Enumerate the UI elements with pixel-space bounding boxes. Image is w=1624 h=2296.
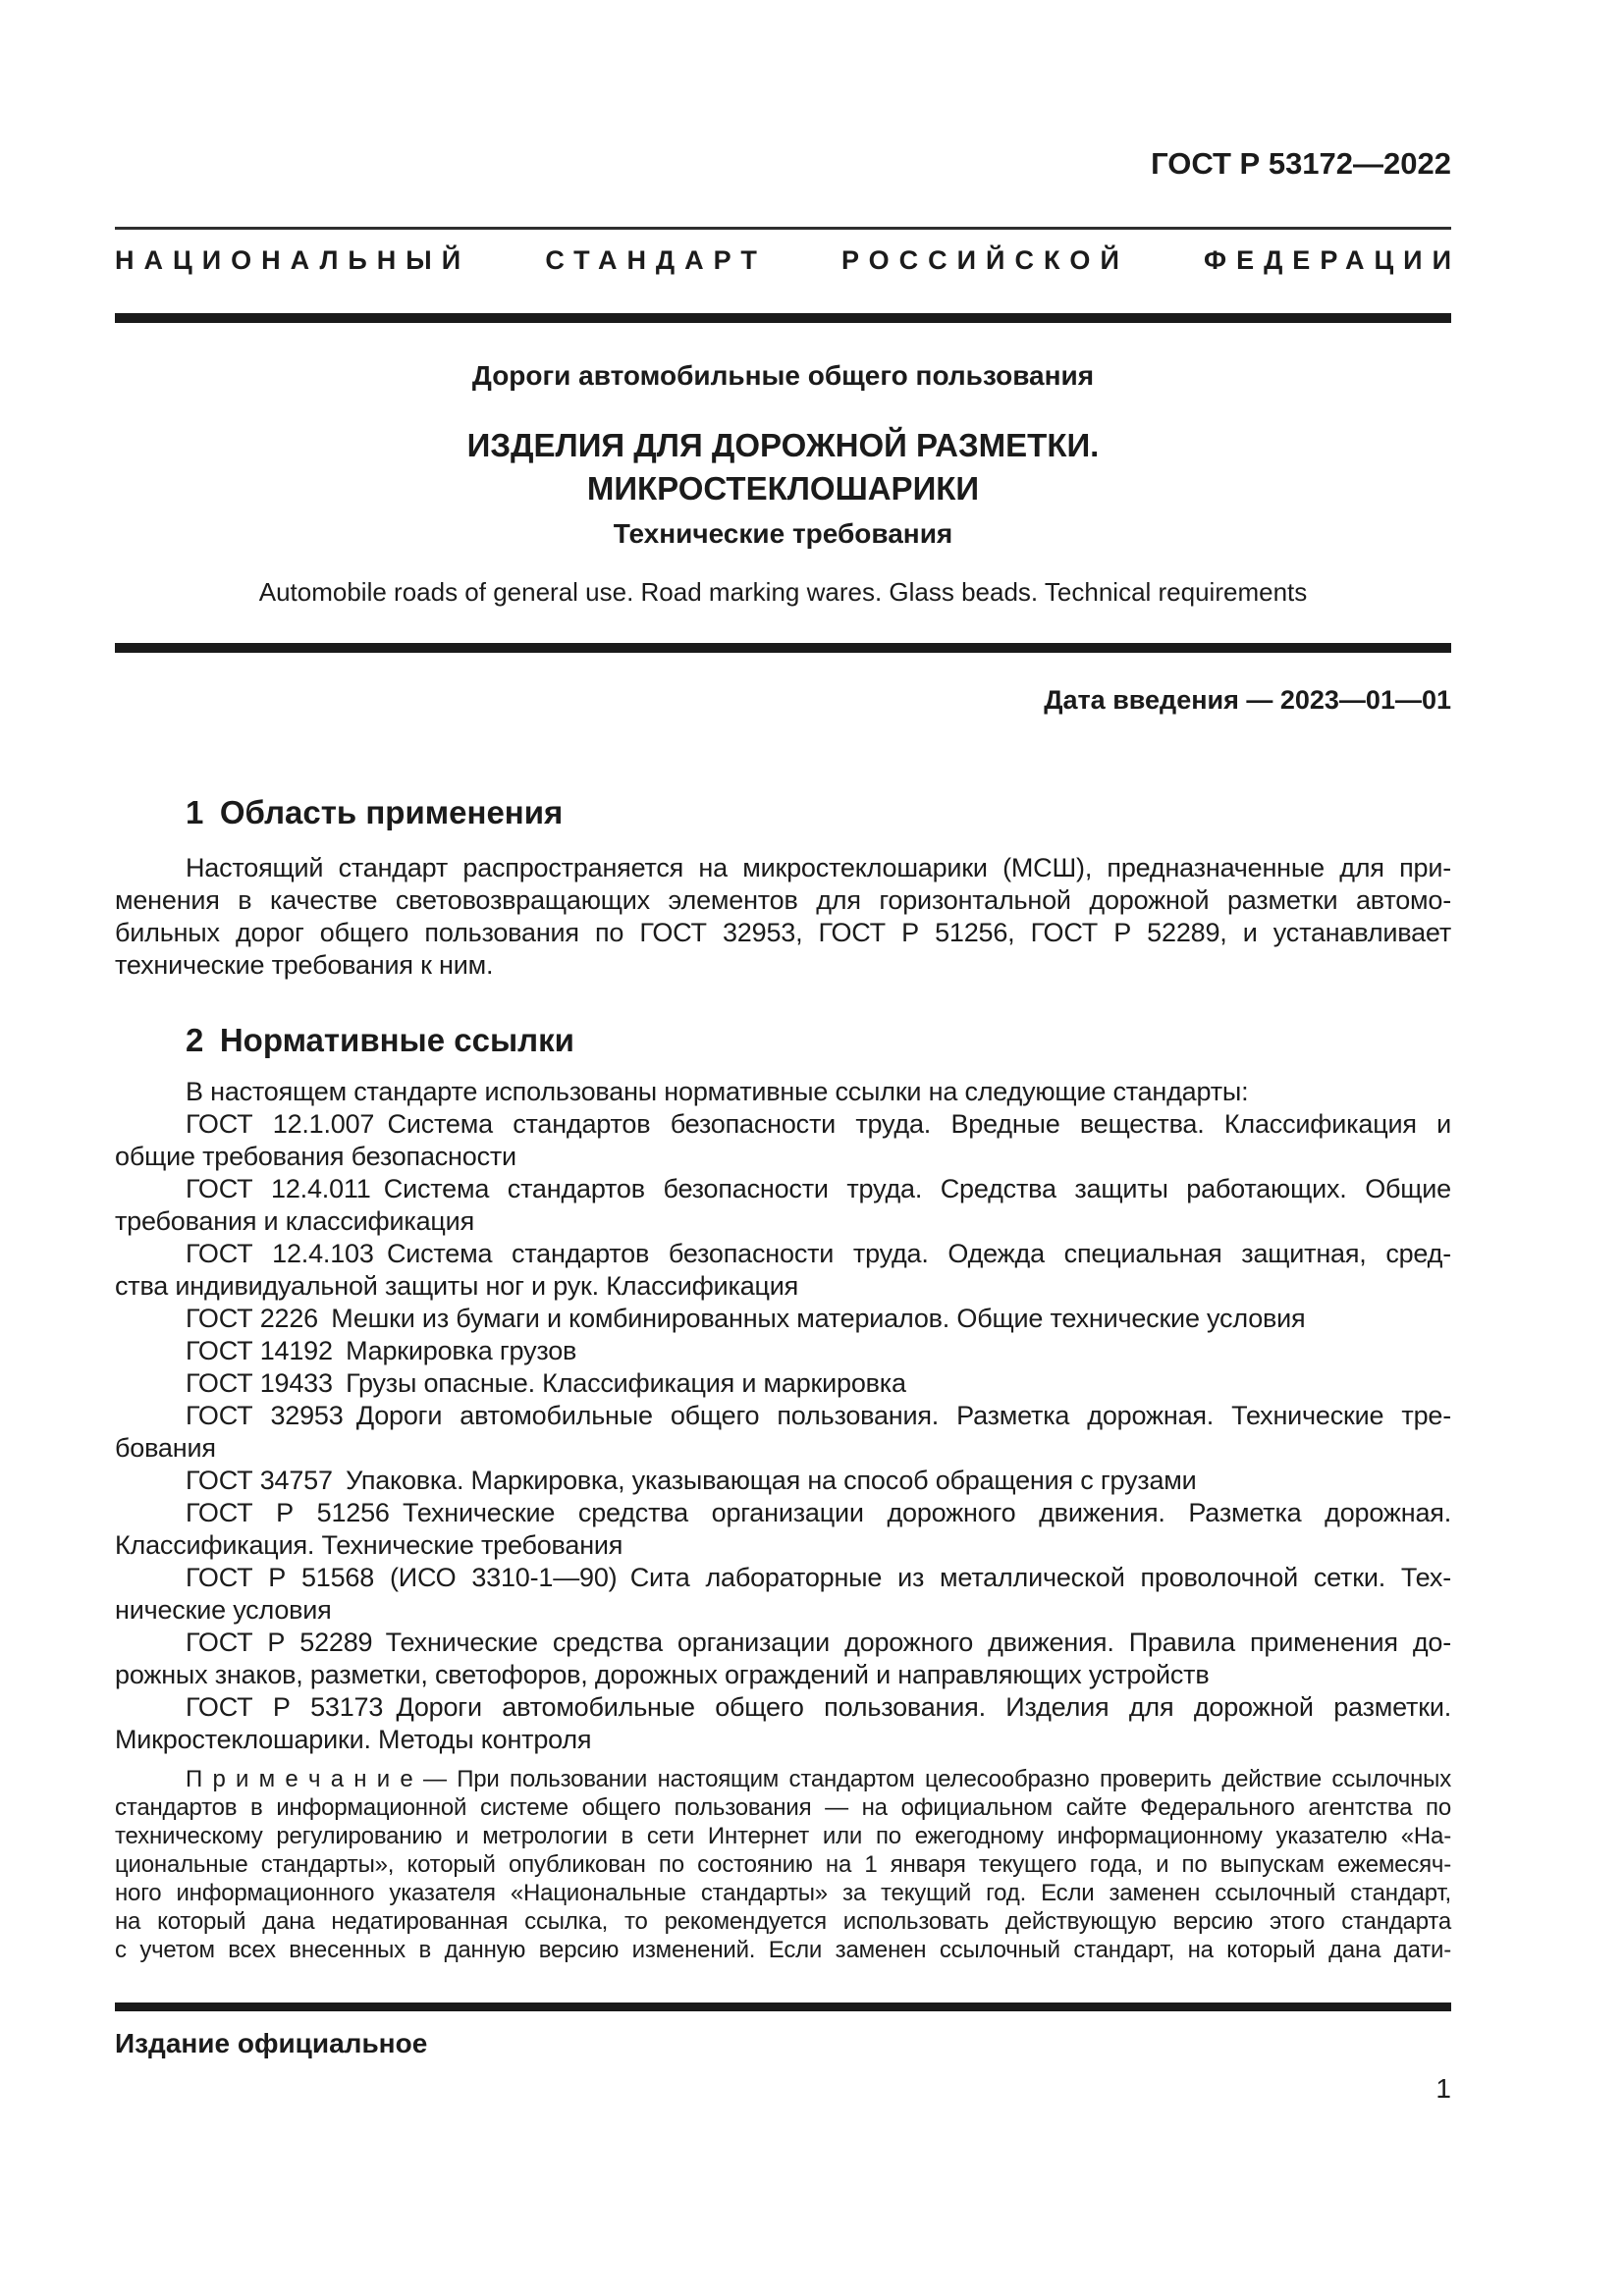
text-line: Микростеклошарики. Методы контроля	[115, 1725, 592, 1754]
national-standard-banner	[115, 230, 1461, 291]
text-line: ГОСТ 14192 Маркировка грузов	[186, 1336, 577, 1365]
section-2-heading: 2 Нормативные ссылки	[186, 1022, 574, 1058]
text-line: В настоящем стандарте использованы нормативные ссылки на следующие стандарты:	[186, 1077, 1249, 1106]
title-bottom-rule	[115, 643, 1451, 653]
text-line: нические условия	[115, 1595, 332, 1625]
title-subject: Дороги автомобильные общего пользования	[471, 360, 1095, 391]
text-line: ГОСТ Р 53173 Дороги автомобильные общего пользования. Изделия для дорожной разметки.	[186, 1692, 1451, 1722]
text-line: ГОСТ 34757 Упаковка. Маркировка, указывающая на способ обращения с грузами	[186, 1466, 1197, 1495]
text-line: требования и классификация	[115, 1206, 474, 1236]
reference-paragraph	[115, 1465, 1451, 1497]
text-line: ГОСТ 2226 Мешки из бумаги и комбинированных материалов. Общие технические условия	[186, 1304, 1306, 1333]
reference-paragraph	[115, 1497, 1451, 1562]
text-line: ГОСТ 32953 Дороги автомобильные общего пользования. Разметка дорожная. Технические тре-	[186, 1401, 1451, 1430]
note-paragraph	[115, 1765, 1451, 1964]
text-line: с учетом всех внесенных в данную версию изменений. Если заменен ссылочный стандарт, на который дана дати-	[115, 1937, 1451, 1963]
reference-paragraph	[115, 1627, 1451, 1691]
reference-paragraph	[115, 1173, 1451, 1238]
reference-paragraph	[115, 1238, 1451, 1303]
reference-paragraph	[115, 1691, 1451, 1756]
references-list	[115, 1076, 1451, 1756]
text-line: ГОСТ Р 52289 Технические средства организации дорожного движения. Правила применения до-	[186, 1628, 1451, 1657]
doc-number: ГОСТ Р 53172—2022	[1151, 146, 1451, 181]
text-line: общие требования безопасности	[115, 1142, 516, 1171]
reference-paragraph	[115, 1367, 1451, 1400]
reference-paragraph	[115, 1076, 1451, 1108]
text-line: на который дана недатированная ссылка, то рекомендуется использовать действующую версию этого стандарта	[115, 1908, 1451, 1935]
section-1-heading: 1 Область применения	[186, 794, 564, 830]
text-line: П р и м е ч а н и е — При пользовании настоящим стандартом целесообразно проверить действие ссылочных	[186, 1766, 1451, 1792]
text-line: Настоящий стандарт распространяется на микростеклошарики (МСШ), предназначенные для при-	[186, 853, 1451, 882]
reference-paragraph	[115, 1400, 1451, 1465]
text-line: рожных знаков, разметки, светофоров, дорожных ограждений и направляющих устройств	[115, 1660, 1210, 1689]
title-main-line1: ИЗДЕЛИЯ ДЛЯ ДОРОЖНОЙ РАЗМЕТКИ.	[466, 427, 1100, 463]
text-line: бильных дорог общего пользования по ГОСТ 32953, ГОСТ Р 51256, ГОСТ Р 52289, и устанавливает	[115, 918, 1451, 947]
banner-text: НАЦИОНАЛЬНЫЙ СТАНДАРТ РОССИЙСКОЙ ФЕДЕРАЦИИ	[115, 244, 1461, 275]
text-line: циональные стандарты», который опубликован по состоянию на 1 января текущего года, и по выпускам ежемесяч-	[115, 1851, 1451, 1878]
text-line: ГОСТ 12.4.011 Система стандартов безопасности труда. Средства защиты работающих. Общие	[186, 1174, 1451, 1203]
text-line: ГОСТ 12.1.007 Система стандартов безопасности труда. Вредные вещества. Классификация и	[186, 1109, 1451, 1139]
title-english: Automobile roads of general use. Road marking wares. Glass beads. Technical requirements	[258, 577, 1308, 607]
text-line: ГОСТ 12.4.103 Система стандартов безопасности труда. Одежда специальная защитная, сред-	[186, 1239, 1451, 1268]
text-line: ного информационного указателя «Национальные стандарты» за текущий год. Если заменен ссылочный стандарт,	[115, 1880, 1451, 1906]
page-number: 1	[1435, 2073, 1451, 2104]
footer-rule	[115, 2002, 1451, 2011]
text-line: стандартов в информационной системе общего пользования — на официальном сайте Федерального агентства по	[115, 1794, 1451, 1821]
text-line: ГОСТ Р 51256 Технические средства организации дорожного движения. Разметка дорожная.	[186, 1498, 1451, 1527]
reference-paragraph	[115, 1108, 1451, 1173]
reference-paragraph	[115, 1335, 1451, 1367]
text-line: технические требования к ним.	[115, 950, 494, 980]
text-line: ства индивидуальной защиты ног и рук. Классификация	[115, 1271, 799, 1301]
edition-note: Издание официальное	[115, 2028, 428, 2058]
text-line: техническому регулированию и метрологии в сети Интернет или по ежегодному информационному указателю «На-	[115, 1823, 1451, 1849]
effective-date: Дата введения — 2023—01—01	[1044, 685, 1451, 715]
section-1-paragraph	[115, 852, 1451, 982]
text-line: Классификация. Технические требования	[115, 1530, 623, 1560]
text-line: бования	[115, 1433, 216, 1463]
content-column	[115, 0, 1461, 2105]
title-main-line2: МИКРОСТЕКЛОШАРИКИ	[586, 470, 980, 507]
text-line: менения в качестве световозвращающих элементов для горизонтальной дорожной разметки автомо-	[115, 885, 1451, 915]
title-subtitle: Технические требования	[613, 518, 953, 549]
title-main	[115, 424, 1451, 510]
text-line: ГОСТ 19433 Грузы опасные. Классификация и маркировка	[186, 1368, 906, 1398]
text-line: ГОСТ Р 51568 (ИСО 3310-1—90) Сита лабораторные из металлической проволочной сетки. Тех-	[186, 1563, 1451, 1592]
reference-paragraph	[115, 1562, 1451, 1627]
reference-paragraph	[115, 1303, 1451, 1335]
banner-bottom-rule	[115, 313, 1451, 323]
